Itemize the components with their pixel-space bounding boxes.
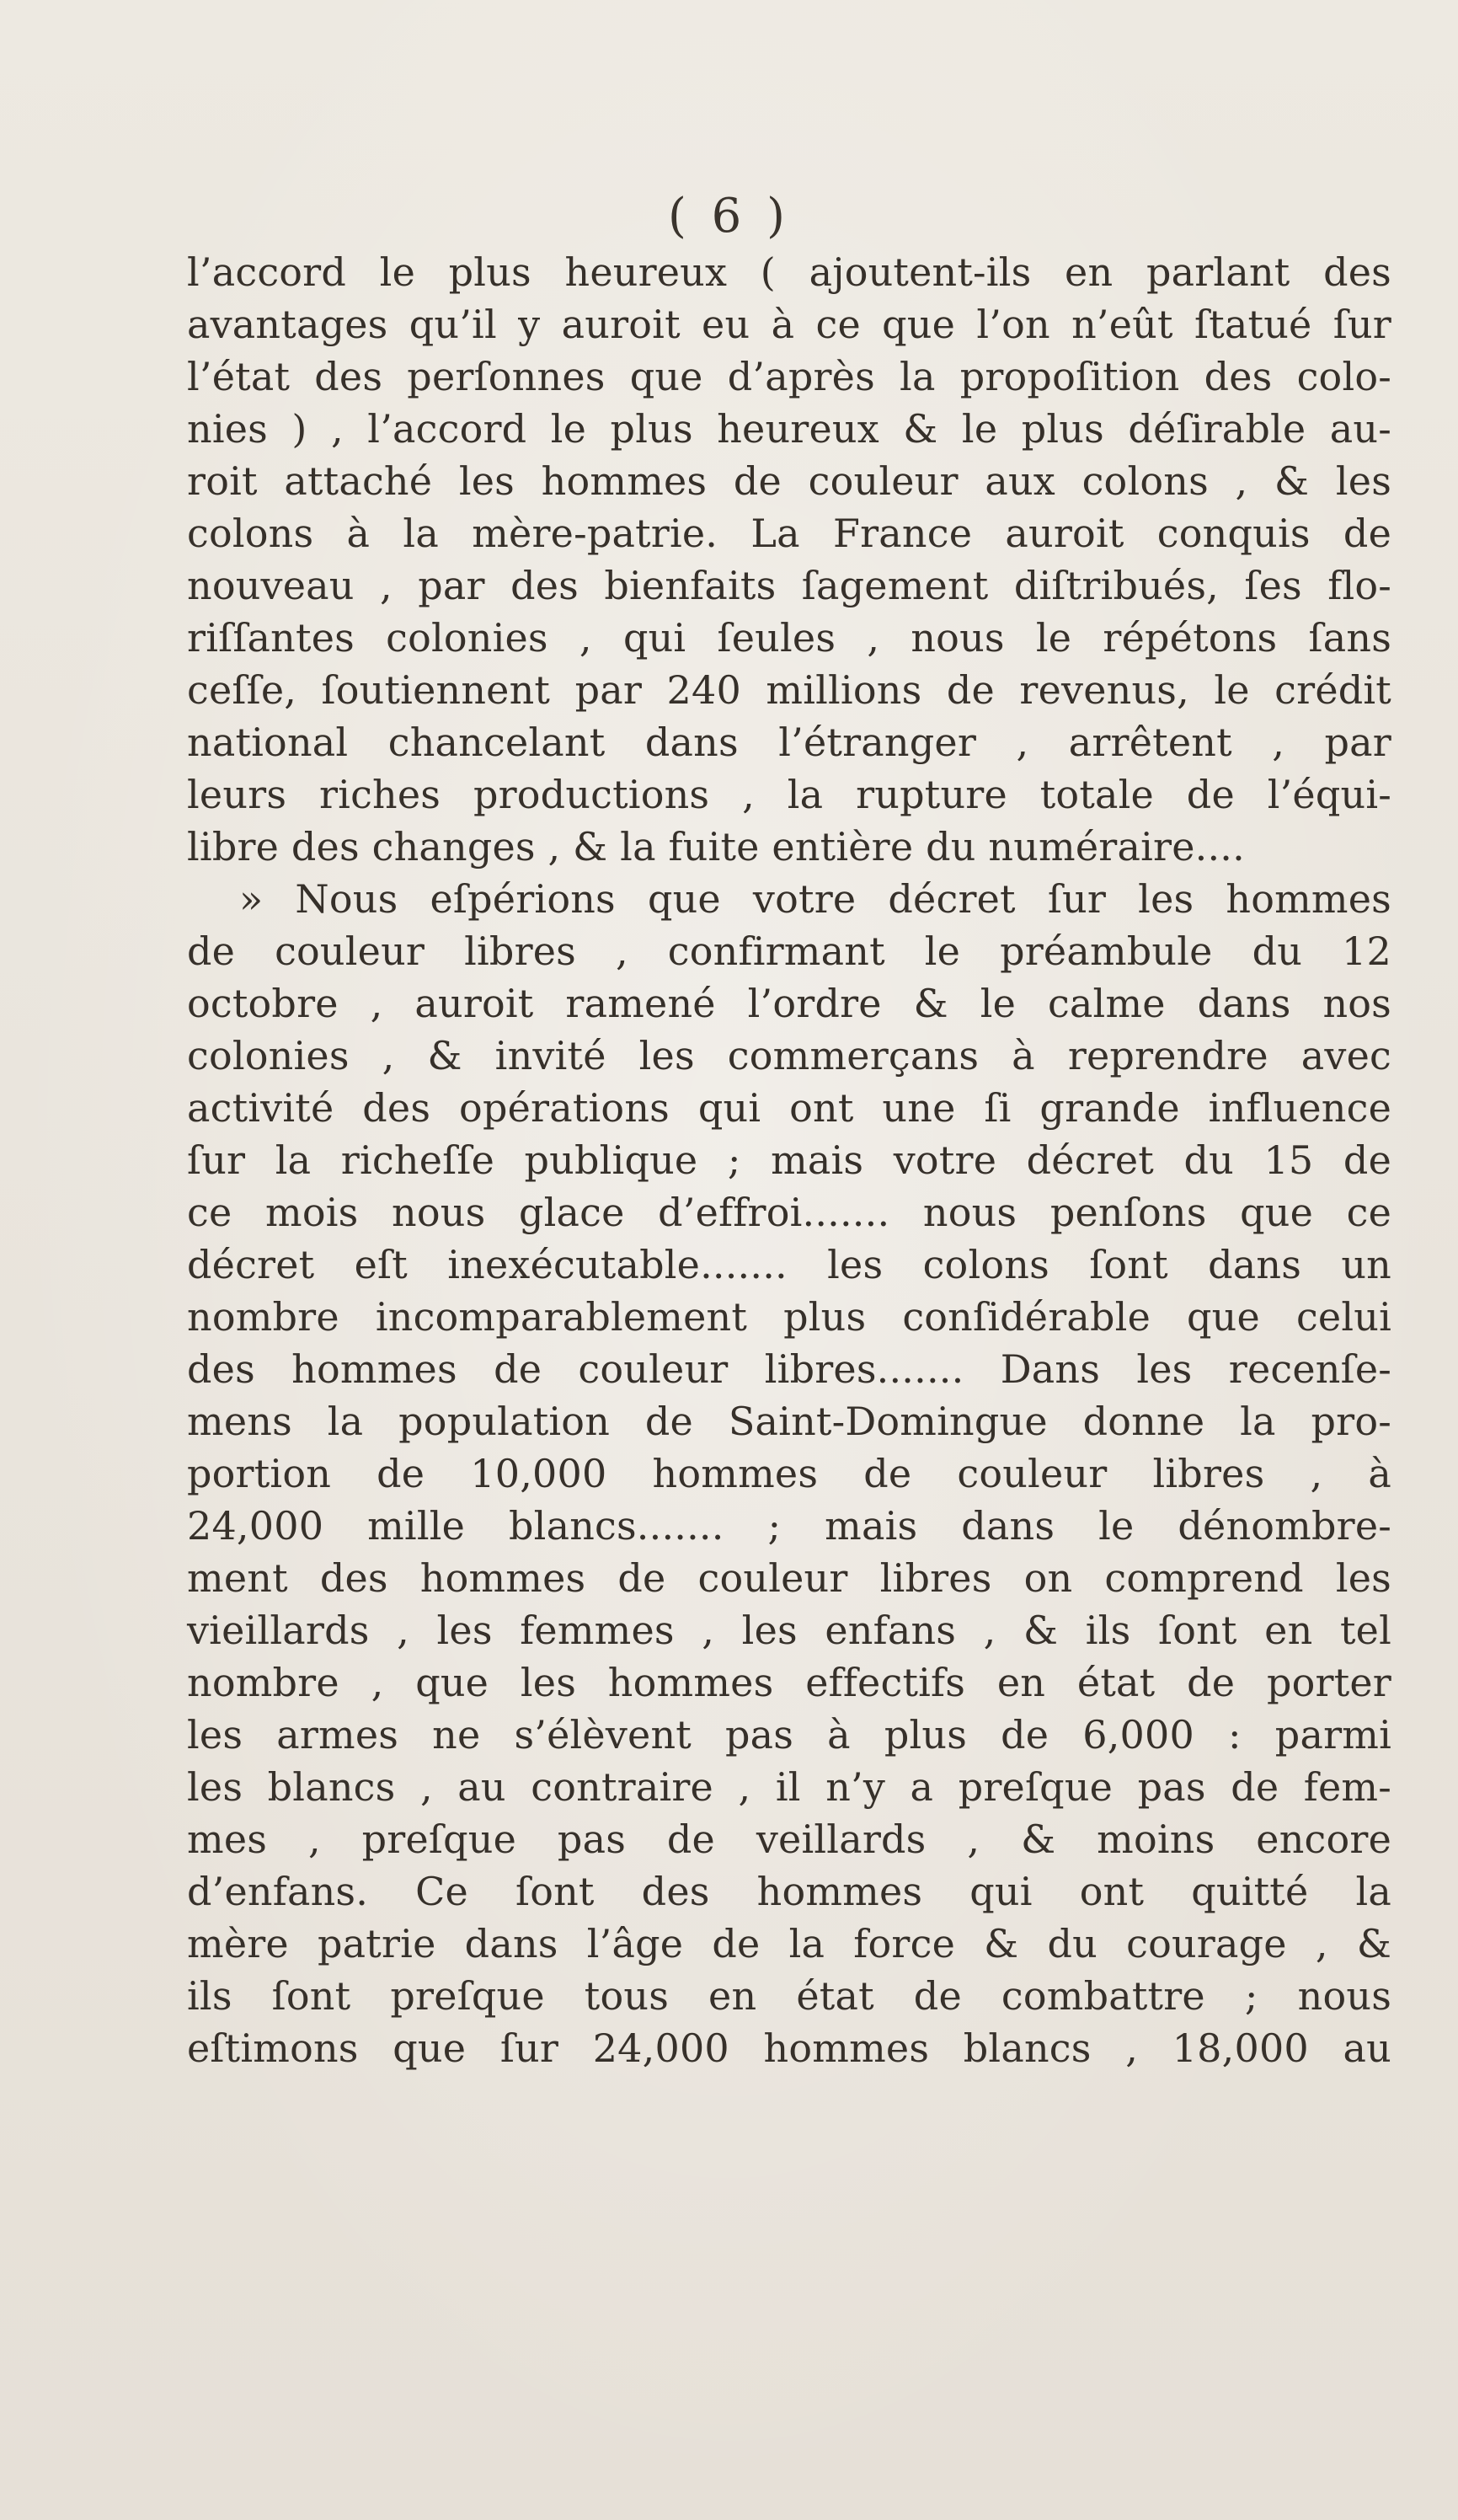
text-line: ſur la richeſſe publique ; mais votre décret du 15 de <box>187 1137 1391 1183</box>
text-line: roit attaché les hommes de couleur aux colons , & les <box>187 458 1391 504</box>
text-line: octobre , auroit ramené l’ordre & le calme dans nos <box>187 981 1391 1026</box>
text-line-paragraph-start: » Nous eſpérions que votre décret ſur les hommes <box>239 876 1391 922</box>
text-line: les armes ne s’élèvent pas à plus de 6,000 : parmi <box>187 1712 1391 1758</box>
text-line: décret eſt inexécutable....... les colons ſont dans un <box>187 1242 1391 1287</box>
text-line: eſtimons que ſur 24,000 hommes blancs , 18,000 au <box>187 2025 1391 2071</box>
text-line: les blancs , au contraire , il n’y a preſque pas de fem- <box>187 1764 1391 1810</box>
text-line: nies ) , l’accord le plus heureux & le plus déſirable au- <box>187 406 1391 452</box>
text-line: ment des hommes de couleur libres on comprend les <box>187 1555 1391 1601</box>
text-line: l’état des perſonnes que d’après la propoſition des colo- <box>187 354 1391 399</box>
text-line: mère patrie dans l’âge de la force & du courage , & <box>187 1921 1391 1966</box>
text-line: portion de 10,000 hommes de couleur libres , à <box>187 1451 1391 1496</box>
text-line: colons à la mère-patrie. La France auroit conquis de <box>187 511 1391 556</box>
text-line: de couleur libres , confirmant le préambule du 12 <box>187 928 1391 974</box>
text-line: leurs riches productions , la rupture totale de l’équi- <box>187 772 1391 817</box>
text-line: national chancelant dans l’étranger , arrêtent , par <box>187 720 1391 765</box>
text-line: ce mois nous glace d’effroi....... nous penſons que ce <box>187 1190 1391 1235</box>
text-line: colonies , & invité les commerçans à reprendre avec <box>187 1033 1391 1078</box>
text-line: vieillards , les femmes , les enfans , & ils ſont en tel <box>187 1608 1391 1653</box>
text-line: nombre incomparablement plus conſidérable que celui <box>187 1294 1391 1340</box>
text-line: activité des opérations qui ont une ſi grande influence <box>187 1085 1391 1131</box>
text-line: 24,000 mille blancs....... ; mais dans le dénombre- <box>187 1503 1391 1549</box>
text-line: nombre , que les hommes effectifs en état de porter <box>187 1660 1391 1705</box>
text-line: mes , preſque pas de veillards , & moins encore <box>187 1816 1391 1862</box>
text-line: ceſſe, ſoutiennent par 240 millions de revenus, le crédit <box>187 667 1391 713</box>
page-number: ( 6 ) <box>668 189 790 243</box>
body-text <box>187 246 1391 2074</box>
text-line: des hommes de couleur libres....... Dans les recenſe- <box>187 1346 1391 1392</box>
text-line: mens la population de Saint-Domingue donne la pro- <box>187 1399 1391 1444</box>
text-line: libre des changes , & la fuite entière du numéraire.... <box>187 824 1245 869</box>
text-line: ils ſont preſque tous en état de combattre ; nous <box>187 1973 1391 2019</box>
text-line: riſſantes colonies , qui ſeules , nous le répétons ſans <box>187 615 1391 661</box>
text-line: l’accord le plus heureux ( ajoutent-ils en parlant des <box>187 249 1391 295</box>
text-line: nouveau , par des bienfaits ſagement diſtribués, ſes flo- <box>187 563 1391 608</box>
text-line: d’enfans. Ce ſont des hommes qui ont quitté la <box>187 1869 1391 1914</box>
text-line: avantages qu’il y auroit eu à ce que l’on n’eût ſtatué ſur <box>187 302 1391 347</box>
